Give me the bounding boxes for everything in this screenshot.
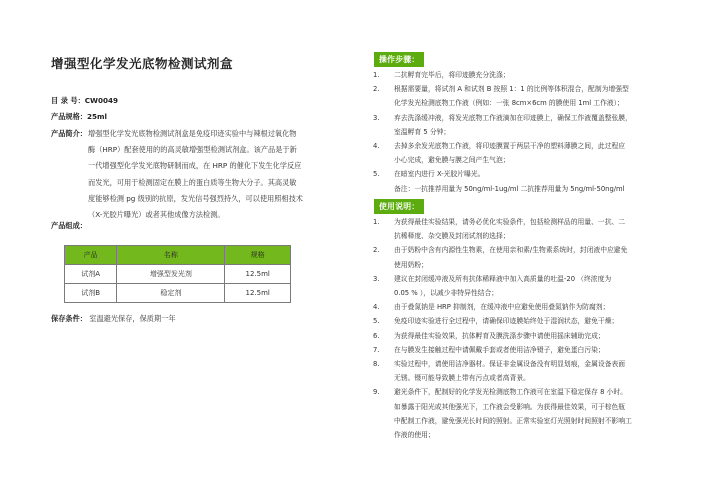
list-item-number: 8. [373,360,380,369]
table-row [65,284,291,303]
catalog-label: 目 录 号： [51,96,85,105]
product-intro [51,126,341,223]
list-item-line: 避光条件下，配制好的化学发光检测底物工作液可在室温下稳定保存 8 小时。 [394,388,627,397]
list-item-line: 室温孵育 5 分钟； [394,127,451,136]
list-item [373,215,663,243]
list-item-line: 无锈。镊可能导致膜上带有污点或者高背景。 [394,374,530,383]
list-item-line: 建议在封闭缓冲液及所有抗体稀释液中加入高质量的吐温-20 （终浓度为 [394,274,612,283]
intro-label: 产品简介： [51,129,87,138]
list-item [373,167,663,181]
composition-table [64,245,291,303]
list-item-number: 4. [373,142,380,151]
table-cell: 12.5ml [225,265,291,284]
list-item-number: 5. [373,170,380,179]
table-header-row [65,246,291,265]
list-item [373,111,663,139]
list-item [373,314,663,328]
steps-list [373,68,663,196]
table-cell: 试剂A [65,265,117,284]
spec-value: 25ml [86,112,107,121]
list-item [373,272,663,300]
table-cell: 12.5ml [225,284,291,303]
list-item [373,243,663,271]
usage-heading: 使用说明： [374,199,424,214]
list-item-number: 7. [373,345,380,354]
list-item-number: 9. [373,388,380,397]
list-item-line: 在与膜发生接触过程中请佩戴手套或者使用洁净镊子，避免蛋白污染； [394,345,605,354]
list-item [373,68,663,82]
list-item-line: 免疫印迹实验进行全过程中，请确保印迹膜始终处于湿润状态，避免干燥； [394,317,619,326]
list-item-line: 去掉多余发光底物工作液，将印迹膜置于两层干净的塑料薄膜之间，此过程应 [394,142,626,151]
table-cell: 增强型发光剂 [117,265,225,284]
list-item-line: 抗稀释度、杂交膜及封闭试剂的选择； [394,232,510,241]
table-header: 规格 [225,246,291,265]
list-item [373,139,663,167]
list-item-number: 3. [373,274,380,283]
list-item [373,300,663,314]
intro-line: 而发光，可用于检测固定在膜上的蛋白质等生物大分子。其高灵敏 [88,177,297,187]
list-item [373,343,663,357]
list-item-number: 1. [373,71,380,79]
list-item-line: 根据需要量，将试剂 A 和试剂 B 按照 1：1 的比例等体积混合，配制为增强型 [394,85,629,94]
storage-value: 室温避光保存，保质期一年 [89,314,176,323]
spec-label: 产品规格： [51,112,87,121]
list-item-number: 4. [373,303,380,312]
list-item-line: 如暴露于阳光或其他强光下，工作液会受影响。为获得最佳效果，可于棕色瓶 [394,402,626,411]
intro-line: 度能够检测 pg 级别的抗原，发光信号强烈持久，可以使用照相技术 [88,193,303,203]
intro-line: 酶（HRP）配套使用的的高灵敏增强型检测试剂盒。该产品是于新 [88,145,297,155]
list-item-line: 实验过程中，请使用洁净器材。保证非金属设备没有明显划痕，金属设备表面 [394,360,626,369]
list-item-number: 5. [373,317,380,326]
list-item-number: 3. [373,113,380,122]
list-item [373,82,663,110]
list-item-line: 0.05 % ），以减少非特异性结合； [394,289,499,298]
intro-line: 增强型化学发光底物检测试剂盒是免疫印迹实验中与辣根过氧化物 [88,129,297,138]
list-item-line: 使用奶粉； [394,260,428,269]
catalog-value: CW0049 [84,96,118,105]
steps-heading: 操作步骤： [374,52,424,67]
intro-text [88,126,341,223]
table-cell: 试剂B [65,284,117,303]
storage-label: 保存条件： [51,314,87,323]
steps-note: 备注：一抗推荐用量为 50ng/ml-1ug/ml 二抗推荐用量为 5ng/ml-50ng/ml [394,184,625,193]
document-title: 增强型化学发光底物检测试剂盒 [51,56,234,71]
list-item-line: 小心完成，避免膜与膜之间产生气泡； [394,156,510,165]
list-item-line: 由于奶粉中含有内源性生物素，在使用亲和素/生物素系统时，封闭液中应避免 [394,246,628,255]
table-header: 名称 [117,246,225,265]
list-item-line: 在暗室内进行 X-光胶片曝光。 [394,170,485,179]
list-item-line: 化学发光检测底物工作液（例如：一张 8cm×6cm 的膜使用 1ml 工作液）； [394,99,624,108]
list-item [373,385,663,442]
list-item-line: 弃去洗涤缓冲液，将发光底物工作液滴加在印迹膜上，确保工作液覆盖整张膜， [394,113,632,122]
storage-conditions [51,314,176,324]
intro-line: （X-光胶片曝光）或者其他成像方法检测。 [88,210,225,220]
list-item-line: 为获得最佳实验结果，请务必优化实验条件，包括检测样品的用量、一抗、二 [394,218,626,226]
list-item [373,357,663,385]
list-item-line: 中配制工作液，避免强光长时间的照射。正常实验室灯光照射时间照射不影响工 [394,416,632,425]
table-cell: 稳定剂 [117,284,225,303]
composition-label: 产品组成： [51,221,87,230]
list-item-line: 二抗孵育完毕后，将印迹膜充分洗涤； [394,71,510,79]
list-item-number: 1. [373,218,380,226]
table-header: 产品 [65,246,117,265]
intro-line: 一代增强型化学发光底物研制而成，在 HRP 的催化下发生化学反应 [88,161,302,171]
table-row [65,265,291,284]
list-item-number: 2. [373,85,380,94]
usage-list [373,215,663,442]
list-item-line: 作液的使用； [394,431,435,440]
list-item-line: 为获得最佳实验效果，抗体孵育及膜洗涤步骤中请使用摇床辅助完成； [394,331,605,340]
catalog-number [51,94,118,108]
list-item-line: 由于叠氮钠是 HRP 抑制剂，在缓冲液中应避免使用叠氮钠作为防腐剂； [394,303,610,312]
list-item-number: 2. [373,246,380,255]
product-spec [51,110,107,124]
list-item [373,329,663,343]
list-item-number: 6. [373,331,380,340]
